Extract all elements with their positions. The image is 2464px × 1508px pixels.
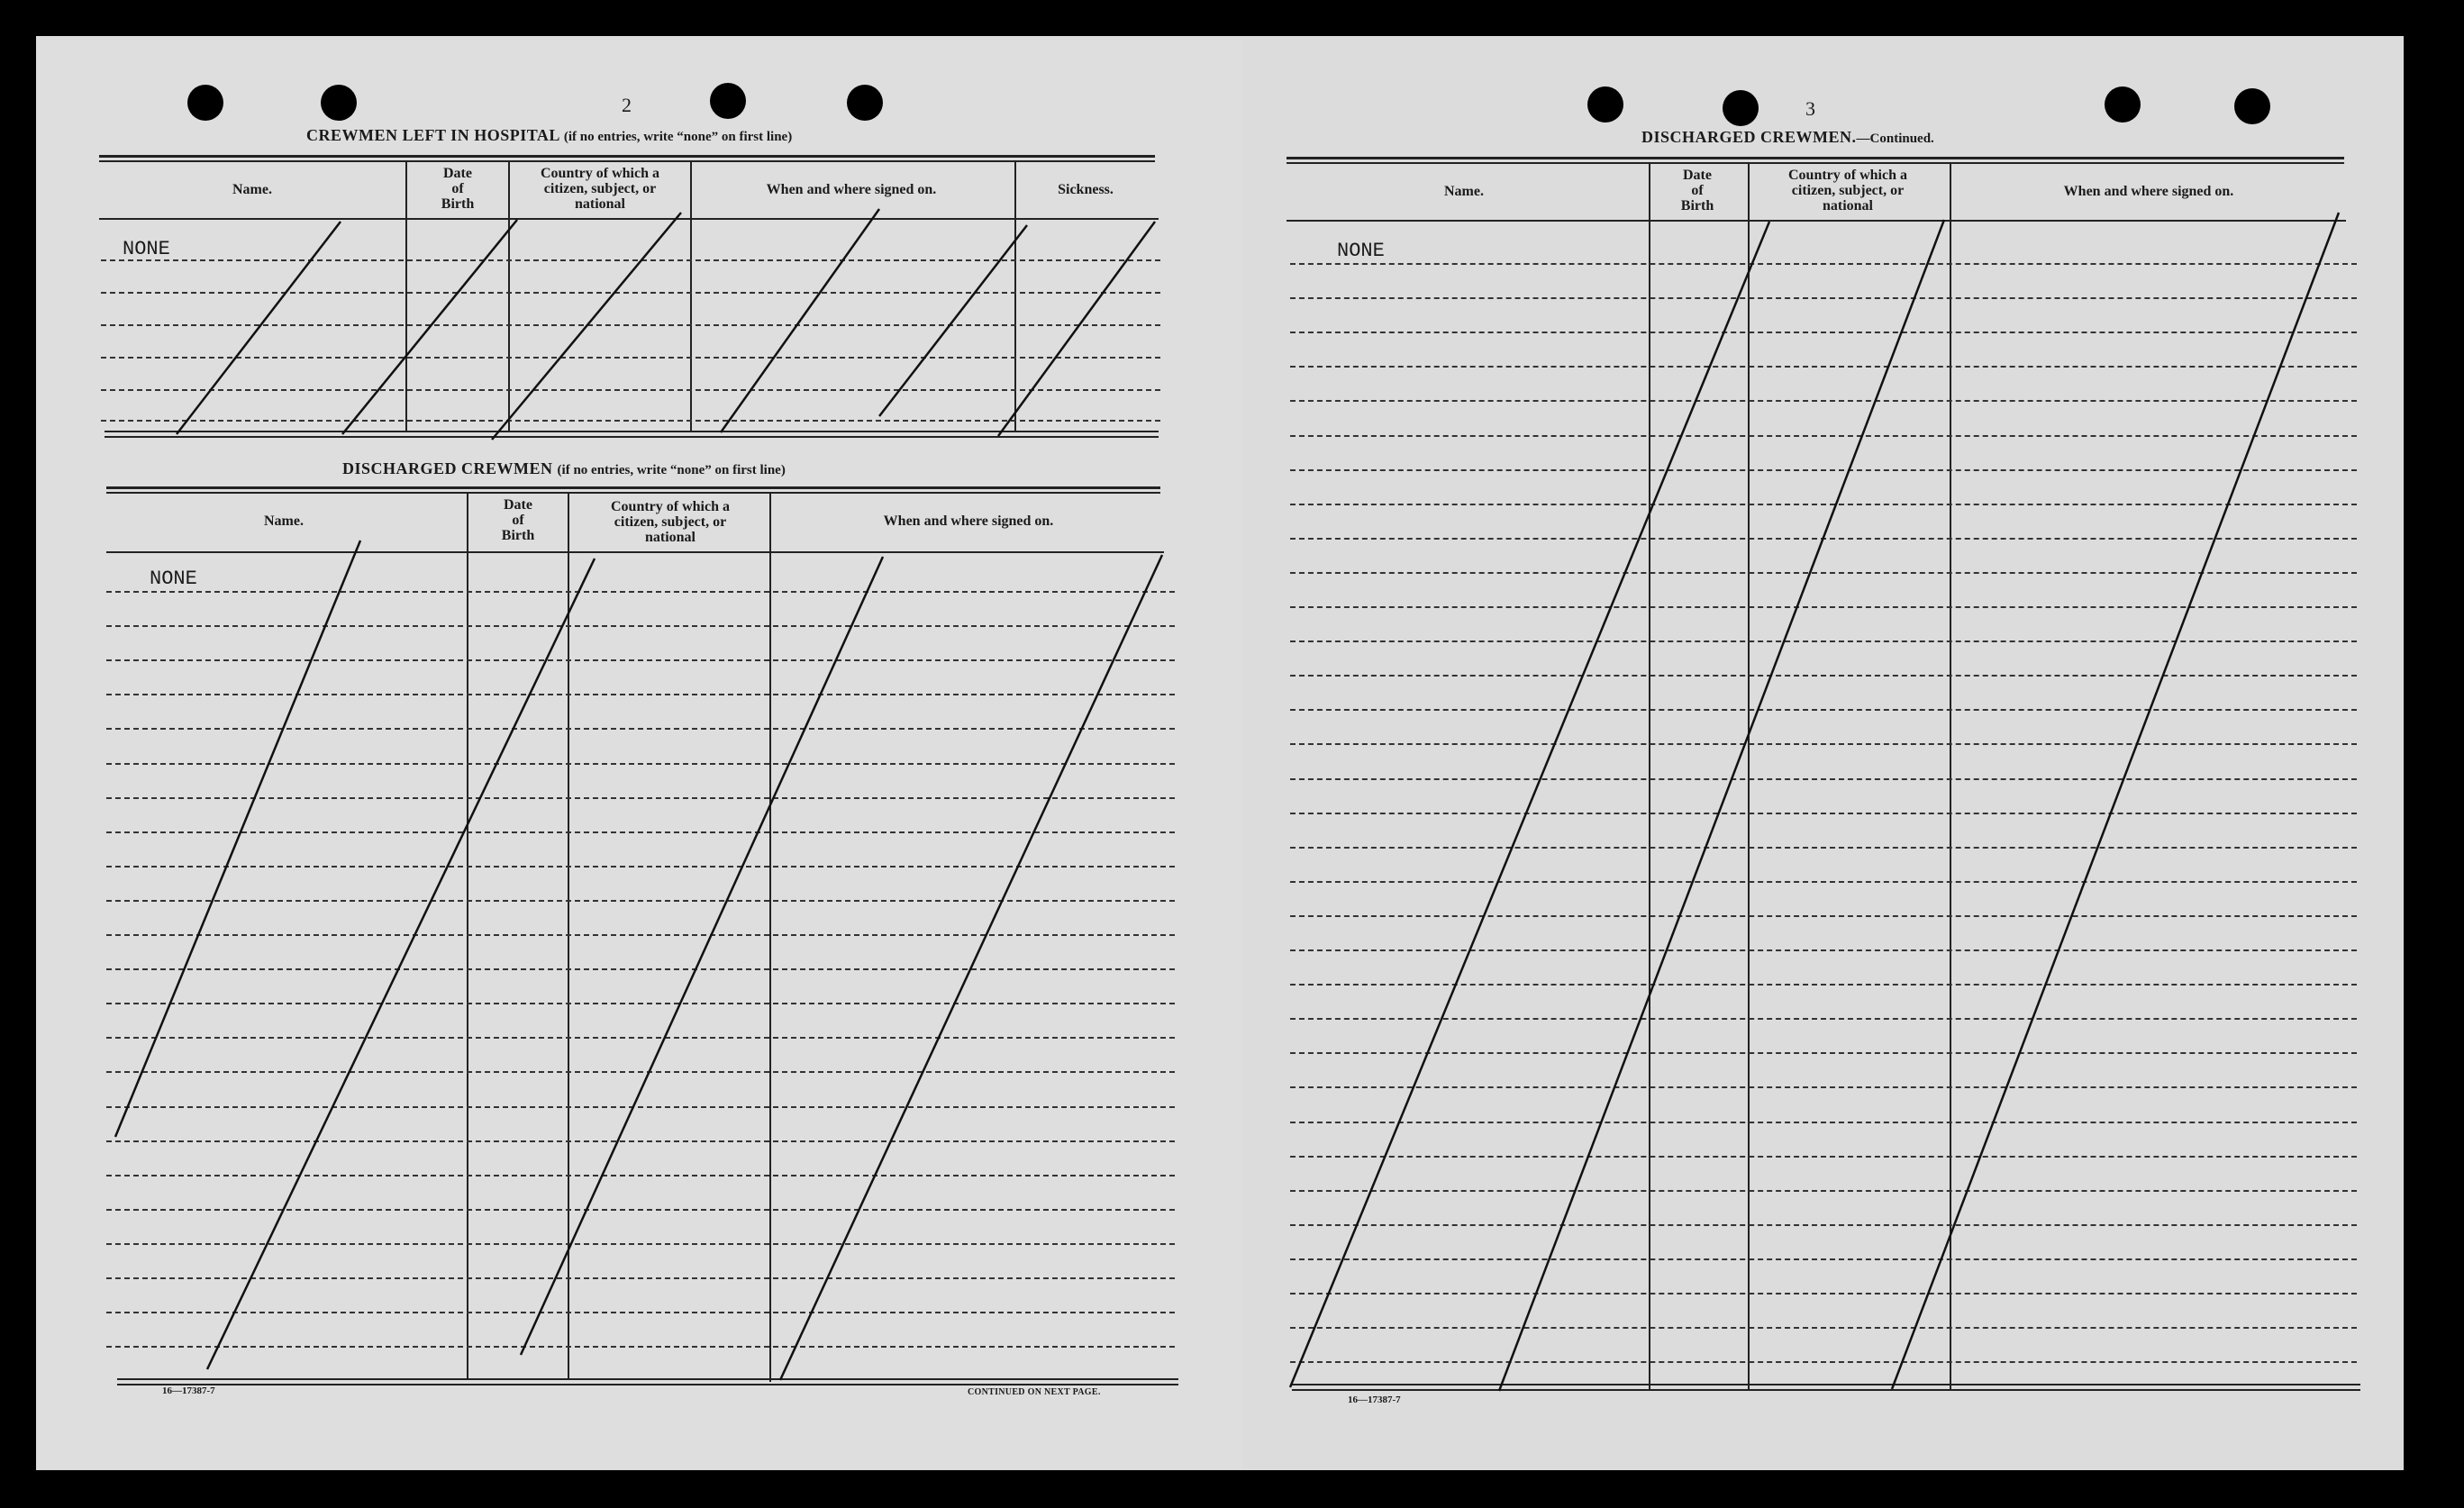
entry-line xyxy=(1290,1258,2357,1260)
entry-line xyxy=(1290,915,2357,917)
entry-line xyxy=(1290,1018,2357,1020)
table-rule xyxy=(1287,162,2344,164)
punch-hole xyxy=(847,85,883,121)
column-divider xyxy=(690,160,692,432)
punch-hole xyxy=(187,85,223,121)
entry-line xyxy=(1290,504,2357,505)
entry-line xyxy=(106,1243,1175,1245)
column-header-date-of-birth: Date of Birth xyxy=(501,497,535,543)
table-rule xyxy=(1287,157,2344,159)
entry-line xyxy=(1290,640,2357,642)
entry-line xyxy=(1290,606,2357,608)
table-rule xyxy=(106,551,1164,553)
entry-line xyxy=(106,659,1175,661)
entry-line xyxy=(106,591,1175,593)
entry-line xyxy=(106,1312,1175,1313)
section-note: —Continued. xyxy=(1856,132,1934,146)
entry-line xyxy=(1290,1156,2357,1158)
column-divider xyxy=(1748,162,1750,1389)
table-rule xyxy=(1292,1384,2360,1385)
entry-line xyxy=(106,1277,1175,1279)
column-divider xyxy=(1014,160,1016,432)
entry-line xyxy=(106,797,1175,799)
entry-line xyxy=(1290,984,2357,986)
right-page xyxy=(1243,36,2404,1470)
entry-line xyxy=(106,1175,1175,1176)
left-page xyxy=(36,41,1243,1469)
entry-line xyxy=(106,1140,1175,1142)
hospital-section-title xyxy=(306,126,792,145)
column-header-signed-on: When and where signed on. xyxy=(2063,184,2234,199)
table-rule xyxy=(106,492,1160,494)
entry-line xyxy=(1290,709,2357,711)
entry-line xyxy=(1290,297,2357,299)
entry-line xyxy=(1290,1361,2357,1363)
entry-line xyxy=(106,900,1175,902)
entry-line xyxy=(101,389,1160,391)
entry-line xyxy=(1290,1190,2357,1192)
entry-line xyxy=(1290,1122,2357,1123)
entry-line xyxy=(106,831,1175,833)
punch-hole xyxy=(2234,88,2270,124)
form-number: 16—17387-7 xyxy=(162,1385,215,1396)
section-title-text: DISCHARGED CREWMEN xyxy=(342,459,553,477)
entry-line xyxy=(106,1209,1175,1211)
section-title-text: DISCHARGED CREWMEN. xyxy=(1641,128,1857,146)
entry-line xyxy=(1290,778,2357,780)
column-header-signed-on: When and where signed on. xyxy=(883,513,1054,529)
punch-hole xyxy=(321,85,357,121)
table-rule xyxy=(1287,220,2346,222)
entry-line xyxy=(1290,1293,2357,1295)
column-divider xyxy=(1649,162,1650,1389)
column-header-name: Name. xyxy=(1444,184,1484,199)
table-rule xyxy=(117,1378,1178,1380)
punch-hole xyxy=(2105,86,2141,123)
entry-line xyxy=(106,1106,1175,1108)
entry-line xyxy=(106,1037,1175,1039)
column-divider xyxy=(405,160,407,432)
entry-line xyxy=(101,420,1160,422)
discharged-continued-entry-none: NONE xyxy=(1337,240,1385,262)
entry-line xyxy=(106,1003,1175,1004)
hospital-entry-none: NONE xyxy=(123,238,170,260)
column-header-date-of-birth: Date of Birth xyxy=(1680,168,1714,213)
section-title-text: CREWMEN LEFT IN HOSPITAL xyxy=(306,126,559,144)
table-rule xyxy=(105,431,1159,432)
discharged-continued-title xyxy=(1641,128,1934,147)
form-number: 16—17387-7 xyxy=(1348,1394,1401,1405)
entry-line xyxy=(1290,435,2357,437)
entry-line xyxy=(1290,572,2357,574)
column-header-name: Name. xyxy=(264,513,304,529)
entry-line xyxy=(106,728,1175,730)
table-rule xyxy=(106,486,1160,489)
section-note: (if no entries, write “none” on first line) xyxy=(563,130,793,144)
entry-line xyxy=(1290,1224,2357,1226)
discharged-entry-none: NONE xyxy=(150,568,197,590)
entry-line xyxy=(106,694,1175,695)
column-header-country: Country of which a citizen, subject, or national xyxy=(540,166,659,212)
entry-line xyxy=(1290,366,2357,368)
column-header-date-of-birth: Date of Birth xyxy=(441,166,475,212)
continued-note: CONTINUED ON NEXT PAGE. xyxy=(968,1387,1101,1397)
entry-line xyxy=(1290,881,2357,883)
column-header-name: Name. xyxy=(232,182,272,197)
section-note: (if no entries, write “none” on first line) xyxy=(557,463,786,477)
entry-line xyxy=(101,292,1160,294)
punch-hole xyxy=(1723,90,1759,126)
punch-hole xyxy=(1587,86,1623,123)
column-header-sickness: Sickness. xyxy=(1058,182,1114,197)
entry-line xyxy=(1290,675,2357,677)
entry-line xyxy=(1290,400,2357,402)
entry-line xyxy=(1290,1327,2357,1329)
table-rule xyxy=(105,436,1159,438)
entry-line xyxy=(1290,538,2357,540)
page-number: 2 xyxy=(622,94,632,116)
entry-line xyxy=(1290,469,2357,471)
entry-line xyxy=(106,934,1175,936)
table-rule xyxy=(99,155,1155,158)
entry-line xyxy=(106,866,1175,868)
entry-line xyxy=(106,1346,1175,1348)
entry-line xyxy=(106,1071,1175,1073)
entry-line xyxy=(1290,263,2357,265)
page-number: 3 xyxy=(1805,97,1815,120)
table-rule xyxy=(99,160,1155,162)
entry-line xyxy=(101,324,1160,326)
punch-hole xyxy=(710,83,746,119)
entry-line xyxy=(101,357,1160,359)
entry-line xyxy=(1290,847,2357,849)
entry-line xyxy=(1290,813,2357,814)
entry-line xyxy=(106,763,1175,765)
column-header-signed-on: When and where signed on. xyxy=(766,182,937,197)
entry-line xyxy=(1290,1052,2357,1054)
column-header-country: Country of which a citizen, subject, or national xyxy=(1787,168,1907,213)
entry-line xyxy=(1290,949,2357,951)
table-rule xyxy=(117,1384,1178,1385)
discharged-section-title xyxy=(342,459,786,478)
table-rule xyxy=(1292,1389,2360,1391)
entry-line xyxy=(101,259,1160,261)
table-rule xyxy=(99,218,1159,220)
entry-line xyxy=(1290,332,2357,333)
column-divider xyxy=(1950,162,1951,1389)
column-divider xyxy=(508,160,510,432)
entry-line xyxy=(1290,1086,2357,1088)
entry-line xyxy=(106,968,1175,970)
entry-line xyxy=(1290,743,2357,745)
entry-line xyxy=(106,625,1175,627)
column-header-country: Country of which a citizen, subject, or national xyxy=(610,499,730,545)
